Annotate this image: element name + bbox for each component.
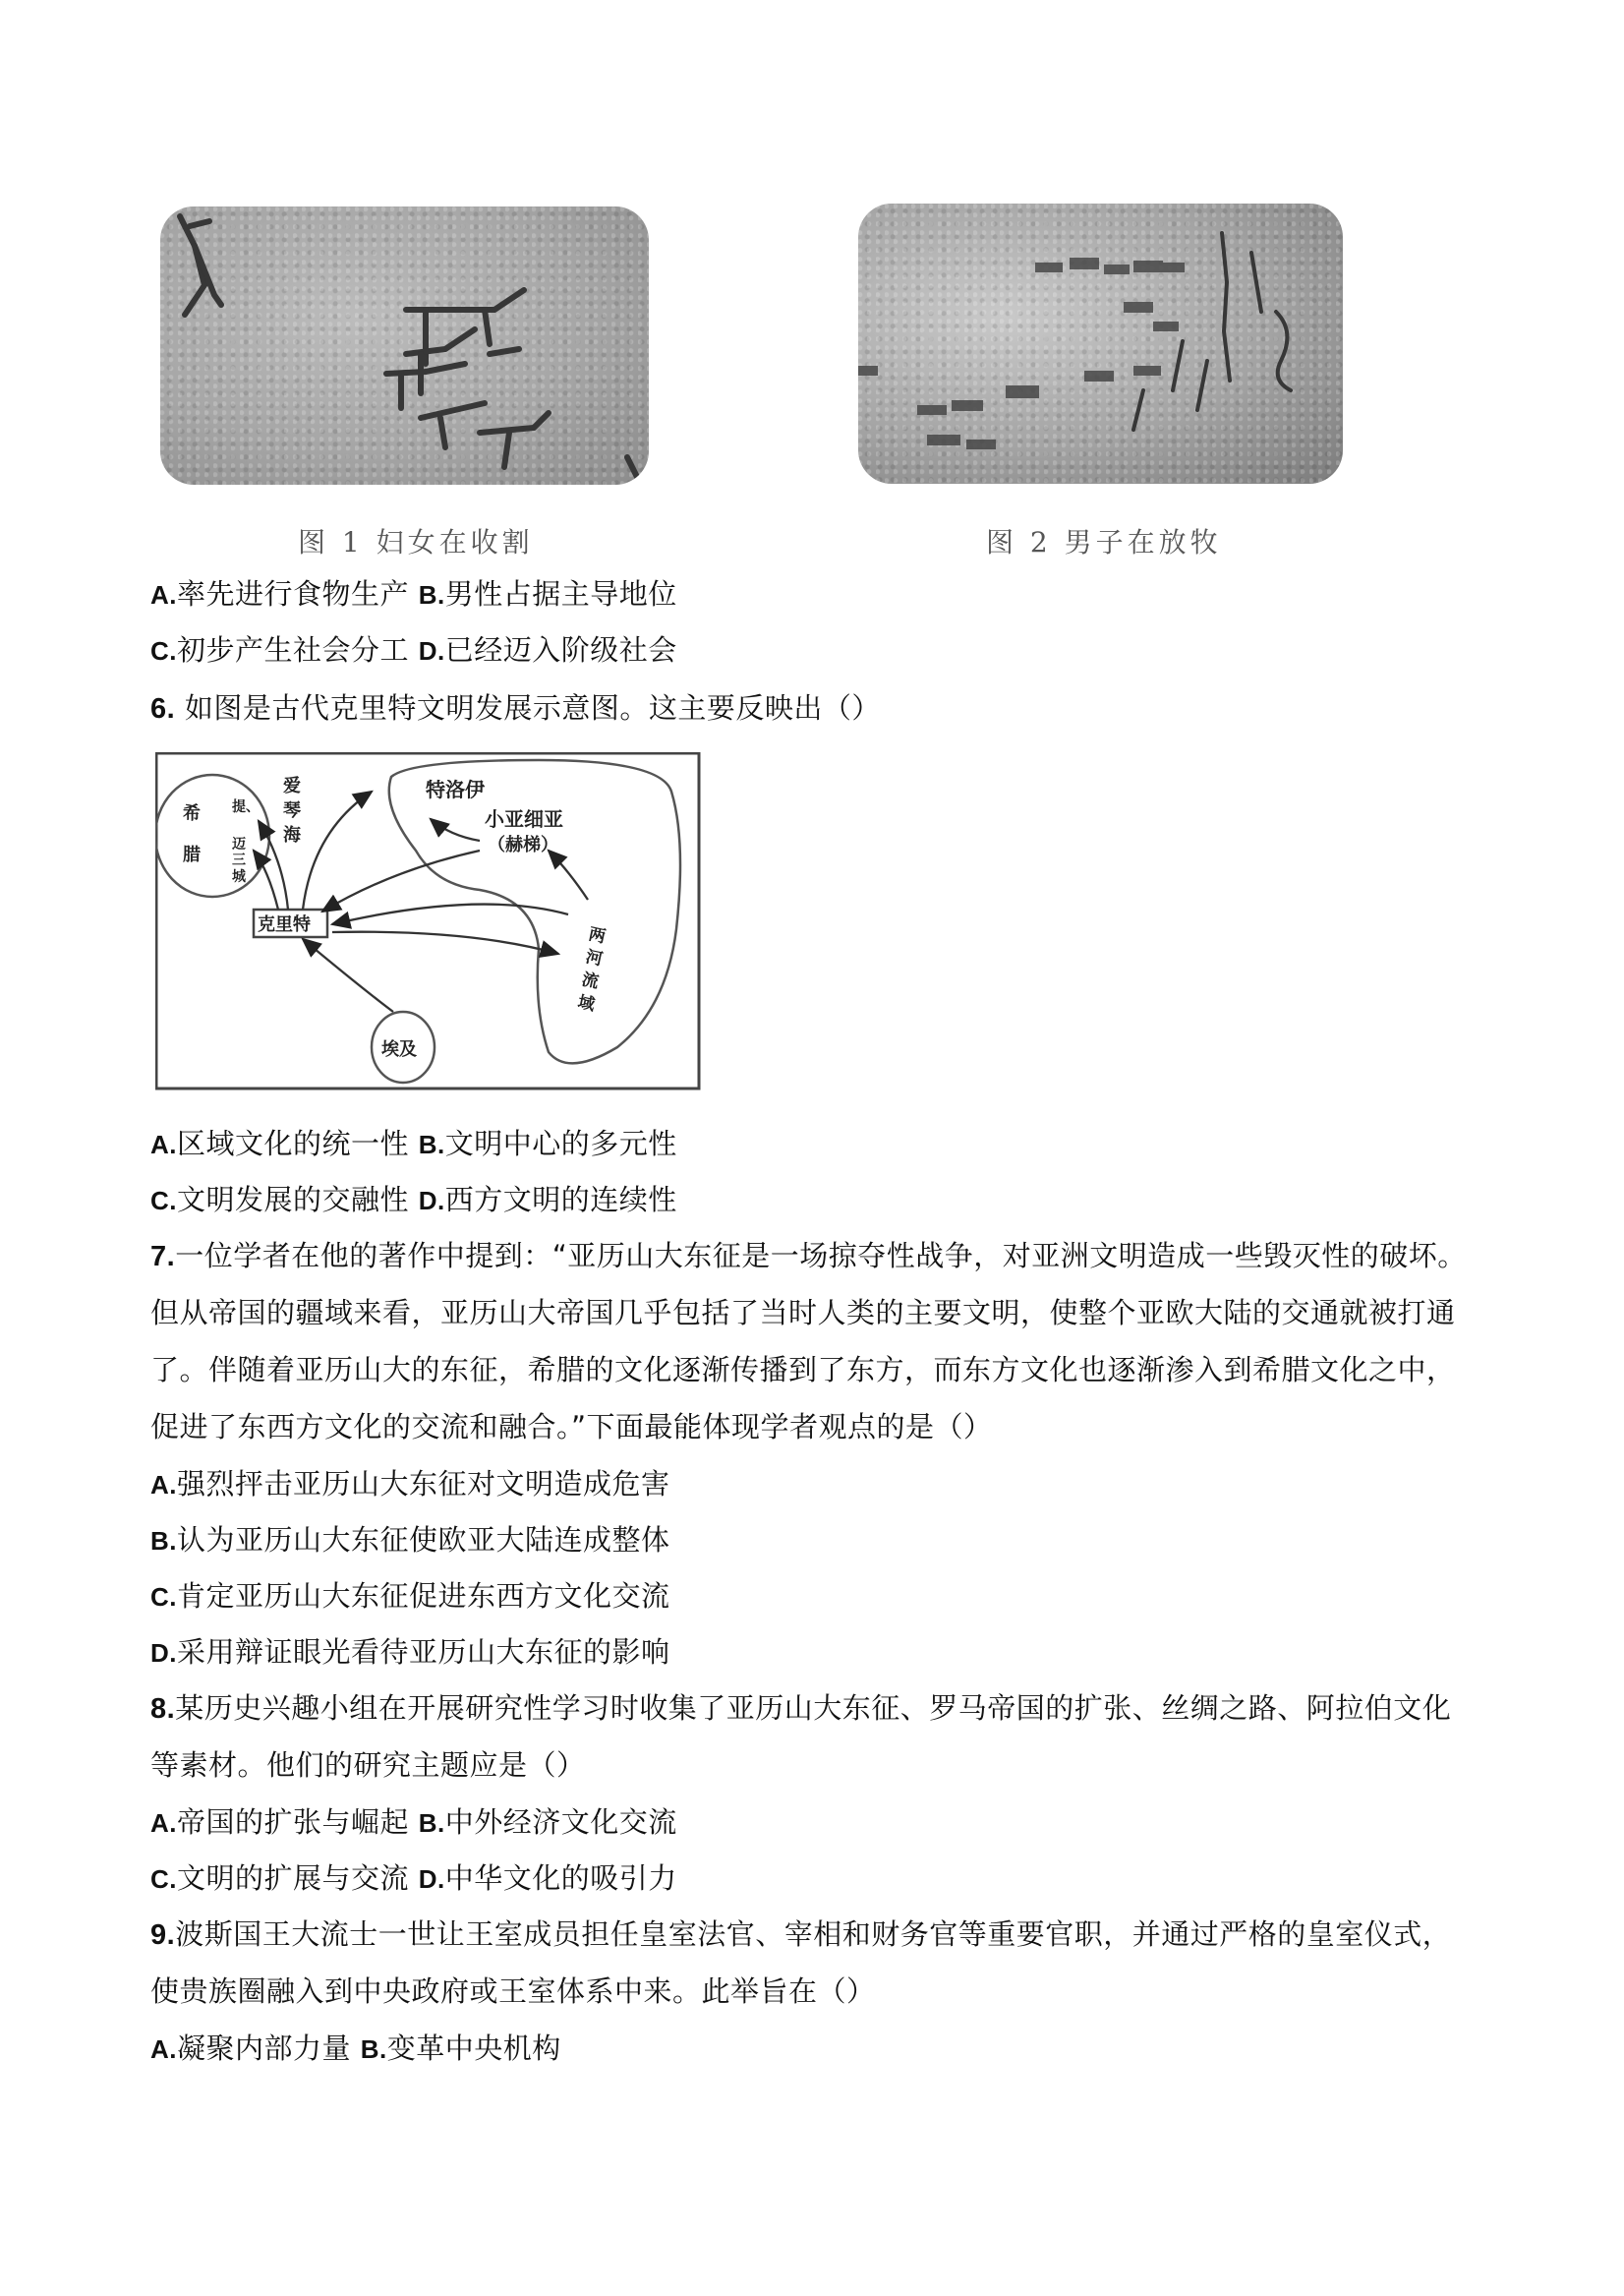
- q5-option-d-text[interactable]: 已经迈入阶级社会: [444, 633, 677, 667]
- label-mesopotamia-2: 河: [583, 947, 605, 971]
- q6-option-d-text[interactable]: 西方文明的连续性: [444, 1183, 677, 1216]
- figure-1-caption: 图 1 妇女在收割: [298, 526, 534, 559]
- q5-option-d-letter[interactable]: D.: [418, 636, 445, 666]
- q6-option-b-letter[interactable]: B.: [418, 1130, 445, 1159]
- q6-option-c-letter[interactable]: C.: [150, 1186, 177, 1215]
- q5-option-a-letter[interactable]: A.: [150, 580, 177, 610]
- q7-option-b-letter[interactable]: B.: [150, 1526, 177, 1556]
- q8-option-b-text[interactable]: 中外经济文化交流: [444, 1805, 677, 1839]
- herding-figures-drawing: [858, 204, 1343, 484]
- label-egypt: 埃及: [381, 1039, 417, 1060]
- q9-stem-line-2: 使贵族圈融入到中央政府或王室体系中来。此举旨在（）: [150, 1974, 876, 2008]
- label-aegean-3: 海: [283, 825, 301, 846]
- label-asia-minor: 小亚细亚: [485, 807, 563, 831]
- q8-options-row-1: [150, 1802, 677, 1843]
- q7-stem-text-1: 一位学者在他的著作中提到：“亚历山大东征是一场掠夺性战争，对亚洲文明造成一些毁灭性的破坏。: [175, 1239, 1467, 1272]
- harvesting-figures-drawing: [160, 206, 649, 485]
- q7-option-d[interactable]: [150, 1632, 670, 1673]
- q8-option-a-letter[interactable]: A.: [150, 1808, 177, 1838]
- q6-options-row-2: [150, 1180, 677, 1220]
- q9-option-a-letter[interactable]: A.: [150, 2034, 177, 2064]
- q9-option-b-text[interactable]: 变革中央机构: [386, 2031, 561, 2065]
- q6-stem-text: 如图是古代克里特文明发展示意图。这主要反映出（）: [184, 691, 881, 725]
- q7-stem-line-3: 了。伴随着亚历山大的东征，希腊的文化逐渐传播到了东方，而东方文化也逐渐渗入到希腊文化之中，: [150, 1353, 1456, 1386]
- label-aegean-1: 爱: [283, 776, 301, 796]
- q9-stem-line-1: [150, 1914, 1451, 1955]
- q9-number: 9.: [150, 1919, 176, 1951]
- q6-option-d-letter[interactable]: D.: [418, 1186, 445, 1215]
- label-mycenae-1: 提、: [232, 799, 260, 815]
- q5-option-c-letter[interactable]: C.: [150, 636, 177, 666]
- q8-option-c-text[interactable]: 文明的扩展与交流: [177, 1861, 410, 1895]
- label-mycenae-4: 城: [232, 869, 246, 885]
- q8-option-c-letter[interactable]: C.: [150, 1864, 177, 1894]
- q7-stem-line-2: 但从帝国的疆域来看，亚历山大帝国几乎包括了当时人类的主要文明，使整个亚欧大陆的交通就被打通: [150, 1296, 1456, 1329]
- q5-option-a-text[interactable]: 率先进行食物生产: [177, 577, 410, 611]
- q8-stem-line-1: [150, 1688, 1451, 1729]
- q9-option-a-text[interactable]: 凝聚内部力量: [177, 2031, 352, 2065]
- figure-2-caption: 图 2 男子在放牧: [986, 526, 1222, 559]
- q7-option-b-text[interactable]: 认为亚历山大东征使欧亚大陆连成整体: [177, 1523, 670, 1557]
- q8-stem-text-1: 某历史兴趣小组在开展研究性学习时收集了亚历山大东征、罗马帝国的扩张、丝绸之路、阿拉伯文化: [175, 1691, 1452, 1725]
- label-troy: 特洛伊: [426, 778, 485, 801]
- q6-options-row-1: [150, 1124, 677, 1164]
- label-mycenae-2: 迈: [232, 837, 246, 853]
- q7-option-c-text[interactable]: 肯定亚历山大东征促进东西方文化交流: [177, 1579, 670, 1613]
- label-mesopotamia-4: 域: [575, 992, 597, 1016]
- q8-number: 8.: [150, 1693, 176, 1725]
- q7-stem-line-1: [150, 1236, 1467, 1276]
- q6-option-a-letter[interactable]: A.: [150, 1130, 177, 1159]
- q8-option-a-text[interactable]: 帝国的扩张与崛起: [177, 1805, 410, 1839]
- crete-civilization-diagram: [155, 752, 701, 1091]
- label-mesopotamia-1: 两: [586, 924, 608, 948]
- q5-option-b-letter[interactable]: B.: [418, 580, 445, 610]
- label-mycenae-3: 三: [232, 853, 246, 868]
- q7-option-d-letter[interactable]: D.: [150, 1638, 177, 1668]
- q7-stem-line-4: 促进了东西方文化的交流和融合。”下面最能体现学者观点的是（）: [150, 1410, 993, 1443]
- q8-option-d-letter[interactable]: D.: [418, 1864, 445, 1894]
- q7-option-c-letter[interactable]: C.: [150, 1582, 177, 1612]
- label-aegean-2: 琴: [283, 800, 301, 821]
- q6-number: 6.: [150, 693, 176, 725]
- q7-option-a[interactable]: [150, 1464, 670, 1504]
- q8-option-d-text[interactable]: 中华文化的吸引力: [444, 1861, 677, 1895]
- label-mesopotamia-3: 流: [579, 970, 601, 993]
- q6-stem: [150, 688, 881, 729]
- figure-1-rock-painting: [160, 206, 649, 485]
- q7-option-a-letter[interactable]: A.: [150, 1470, 177, 1500]
- q8-options-row-2: [150, 1858, 677, 1899]
- label-greece-2: 腊: [183, 845, 201, 865]
- q7-option-a-text[interactable]: 强烈抨击亚历山大东征对文明造成危害: [177, 1467, 670, 1501]
- q7-number: 7.: [150, 1241, 176, 1272]
- q9-options-row-1: [150, 2029, 561, 2069]
- label-crete: 克里特: [258, 914, 311, 935]
- q5-options-row-2: [150, 630, 677, 671]
- label-hittite: （赫梯）: [488, 835, 558, 855]
- figure-2-rock-painting: [858, 204, 1343, 484]
- q8-stem-line-2: 等素材。他们的研究主题应是（）: [150, 1748, 586, 1782]
- q9-stem-text-1: 波斯国王大流士一世让王室成员担任皇室法官、宰相和财务官等重要官职，并通过严格的皇室仪式，: [175, 1917, 1452, 1951]
- q5-options-row-1: [150, 574, 677, 615]
- q7-option-c[interactable]: [150, 1576, 670, 1617]
- q7-option-b[interactable]: [150, 1520, 670, 1560]
- q8-option-b-letter[interactable]: B.: [418, 1808, 445, 1838]
- q6-option-c-text[interactable]: 文明发展的交融性: [177, 1183, 410, 1216]
- q7-option-d-text[interactable]: 采用辩证眼光看待亚历山大东征的影响: [177, 1635, 670, 1669]
- q6-option-a-text[interactable]: 区域文化的统一性: [177, 1127, 410, 1160]
- label-greece-1: 希: [183, 803, 201, 824]
- q5-option-c-text[interactable]: 初步产生社会分工: [177, 633, 410, 667]
- q6-option-b-text[interactable]: 文明中心的多元性: [444, 1127, 677, 1160]
- q9-option-b-letter[interactable]: B.: [360, 2034, 387, 2064]
- q5-option-b-text[interactable]: 男性占据主导地位: [444, 577, 677, 611]
